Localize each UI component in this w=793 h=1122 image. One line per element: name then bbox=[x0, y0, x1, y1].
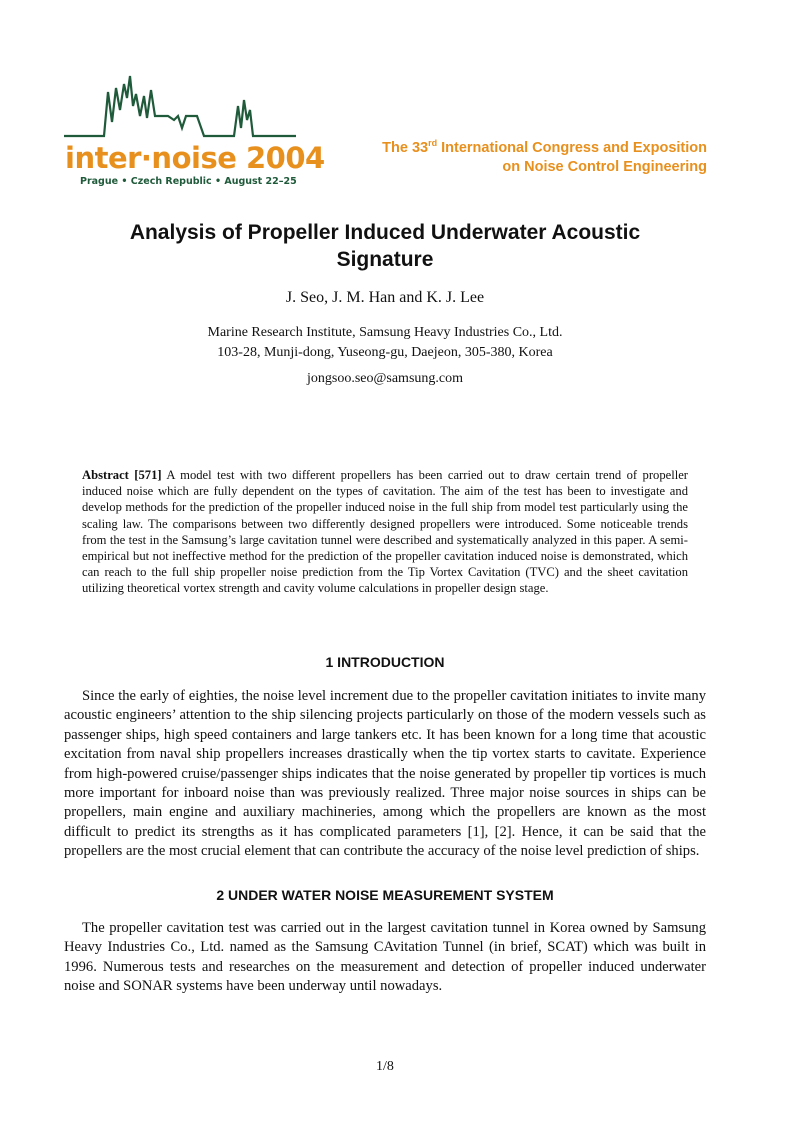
noise-waveform-icon bbox=[64, 70, 296, 142]
abstract bbox=[82, 467, 688, 597]
abstract-text: A model test with two different propellers has been carried out to draw certain trend of propeller induced noise which are fully dependent on the types of cavitation. The aim of the test has been to investigate and develop methods for the prediction of the propeller induced noise in the full ship from model test particularly using the scaling law. The comparisons between two differently designed propellers were introduced. Some noticeable trends from the test in the Samsung’s large cavitation tunnel were described and systematically analyzed in this paper. A semi-empirical but not ineffective method for the prediction of the propeller cavitation induced noise is demonstrated, which can reach to the full ship propeller noise prediction from the Tip Vortex Cavitation (TVC) and the sheet cavitation utilizing theoretical vortex strength and cavity volume calculations in propeller design stage. bbox=[82, 468, 688, 596]
logo-wordmark: inter·noise 2004 bbox=[65, 141, 325, 175]
affiliation: Marine Research Institute, Samsung Heavy Industries Co., Ltd. 103-28, Munji-dong, Yuseong-gu, Daejeon, 305-380, Korea bbox=[207, 325, 563, 360]
section-body-measurement-system: The propeller cavitation test was carried out in the largest cavitation tunnel in Korea owned by Samsung Heavy Industries Co., Ltd. named as the Samsung CAvitation Tunnel (in brief, SCAT) which was built in 1996. Numerous tests and researches on the measurement and detection of propeller induced underwater noise and SONAR systems have been underway until nowadays. bbox=[64, 920, 706, 995]
abstract-label: Abstract [571] bbox=[82, 468, 162, 482]
logo-subtitle: Prague • Czech Republic • August 22–25 bbox=[80, 176, 297, 187]
conference-line-2: on Noise Control Engineering bbox=[502, 159, 707, 175]
section-heading-measurement-system: 2 UNDER WATER NOISE MEASUREMENT SYSTEM bbox=[216, 887, 554, 903]
conference-line-1: The 33rd International Congress and Exposition bbox=[382, 138, 707, 156]
section-heading-introduction: 1 INTRODUCTION bbox=[325, 654, 445, 670]
page-number: 1/8 bbox=[376, 1059, 394, 1074]
section-body-introduction: Since the early of eighties, the noise level increment due to the propeller cavitation initiates to invite many acoustic engineers’ attention to the ship silencing projects particularly on those of the modern vessels such as passenger ships, high speed containers and large tankers etc. It has been known for a long time that acoustic excitation from naval ship propellers increases drastically when the tip vortex starts to cavitate. Experience from high-powered cruise/passenger ships indicates that the noise generated by propeller tip vortices is much more important for inboard noise than was previously realized. Three major noise sources in ships can be propellers, main engine and auxiliary machineries, among which the propellers are known as the most difficult to predict its strengths as it has complicated parameters [1], [2]. Hence, it can be said that the propellers are the most crucial element that can contribute the accuracy of the noise level prediction of ships. bbox=[64, 688, 706, 860]
conference-title bbox=[382, 139, 707, 177]
author-email[interactable]: jongsoo.seo@samsung.com bbox=[307, 371, 463, 386]
paper-title: Analysis of Propeller Induced Underwater Acoustic Signature bbox=[129, 221, 641, 271]
authors: J. Seo, J. M. Han and K. J. Lee bbox=[285, 289, 485, 306]
conference-logo bbox=[64, 70, 325, 196]
